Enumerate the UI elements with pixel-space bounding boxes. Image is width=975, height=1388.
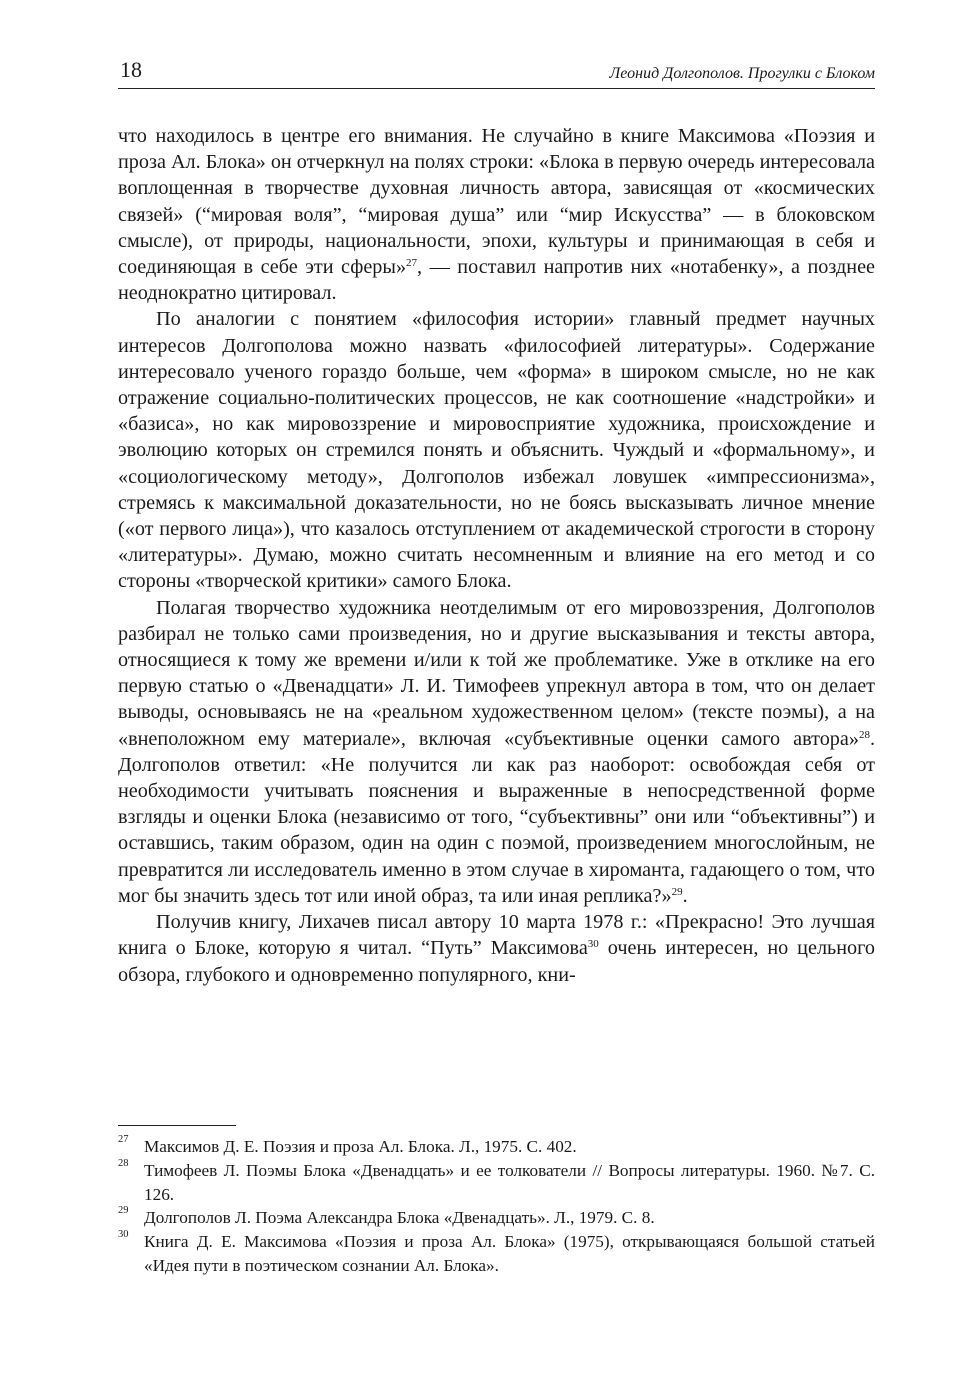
- footnote-ref[interactable]: 28: [858, 728, 870, 741]
- paragraph-text: .: [682, 884, 688, 907]
- footnote-text: Книга Д. Е. Максимова «Поэзия и проза Ал. Блока» (1975), открывающаяся большой статьей «Идея пути в поэтическом сознании Ал. Блока».: [144, 1232, 875, 1275]
- paragraph-4: [118, 909, 875, 988]
- footnote-text: Максимов Д. Е. Поэзия и проза Ал. Блока. Л., 1975. С. 402.: [144, 1137, 577, 1156]
- paragraph-text: Полагая творчество художника неотделимым от его мировоззрения, Долгополов разбирал не только сами произведения, но и другие высказывания и тексты автора, относящиеся к тому же времени и/или к той же проблематике. Уже в отклике на его первую статью о «Двенадцати» Л. И. Тимофеев упрекнул автора в том, что он делает выводы, основываясь не на «реальном художественном целом» (тексте поэмы), а на «внеположном ему материале», включая «субъективные оценки самого автора»: [118, 596, 875, 750]
- running-head: Леонид Долгополов. Прогулки с Блоком: [609, 65, 875, 82]
- paragraph-3: [118, 595, 875, 909]
- footnote-separator: [118, 1125, 236, 1126]
- paragraph-text: , — поставил напротив них «нотабенку», а позднее неоднократно цитировал.: [118, 256, 876, 305]
- footnote-text: Долгополов Л. Поэма Александра Блока «Двенадцать». Л., 1979. С. 8.: [144, 1208, 655, 1228]
- footnote-30: [118, 1230, 875, 1278]
- footnote-ref[interactable]: 29: [671, 885, 683, 898]
- paragraph-2: По аналогии с понятием «философия истории» главный предмет научных интересов Долгополова можно назвать «философией литературы». Содержание интересовало ученого гораздо больше, чем «форма» в широком смысле, но не как отражение социально-политических процессов, не как соотношение «надстройки» и «базиса», но как мировоззрение и мировосприятие художника, происхождение и эволюцию которых он стремился понять и объяснить. Чуждый и «формальному», и «социологическому методу», Долгополов избежал ловушек «импрессионизма», стремясь к максимальной доказательности, но не боясь высказывать личное мнение («от первого лица»), что казалось отступлением от академической строгости в сторону «литературы». Думаю, можно считать несомненным и влияние на его метод и со стороны «творческой критики» самого Блока.: [118, 308, 875, 593]
- footnote-ref[interactable]: 27: [406, 257, 418, 270]
- paragraph-text: что находилось в центре его внимания. Не случайно в книге Максимова «Поэзия и проза Ал. Блока» он отчеркнул на полях строки: «Блока в первую очередь интересовала воплощенная в творчестве духовная личность автора, зависящая от «космических связей» (“мировая воля”, “мировая душа” или “мир Искусства” — в блоковском смысле), от природы, национальности, эпохи, культуры и принимающая в себя и соединяющая в себе эти сферы»: [118, 125, 876, 279]
- page-header: [118, 56, 875, 89]
- footnote-mark: 29: [118, 1205, 129, 1217]
- footnote-29: [118, 1206, 875, 1230]
- footnote-mark: 30: [118, 1229, 129, 1241]
- footnote-mark: 27: [118, 1134, 129, 1145]
- footnotes: [118, 1135, 875, 1278]
- footnote-mark: 28: [118, 1157, 129, 1169]
- paragraph-1: [118, 123, 875, 306]
- footnote-text: Тимофеев Л. Поэмы Блока «Двенадцать» и ее толкователи // Вопросы литературы. 1960. №7. С. 126.: [144, 1160, 875, 1204]
- paragraph-text: очень интересен, но цельного обзора, глубокого и одновременно популярного, кни-: [118, 937, 875, 986]
- paragraph-text: . Долгополов ответил: «Не получится ли как раз наоборот: освобождая себя от необходимости учитывать пояснения и выраженные в непосредственной форме взгляды и оценки Блока (независимо от того, “субъективны” они или “объективны”) и оставшись, таким образом, один на один с поэмой, произведением многослойным, не превратится ли исследователь именно в этом случае в хироманта, гадающего о том, что мог бы значить здесь тот или иной образ, та или иная реплика?»: [118, 727, 875, 907]
- page-number: 18: [120, 57, 142, 82]
- footnote-28: [118, 1159, 875, 1207]
- paragraph-text: Получив книгу, Лихачев писал автору 10 марта 1978 г.: «Прекрасно! Это лучшая книга о Блоке, которую я читал. “Путь” Максимова: [118, 911, 875, 960]
- footnote-27: [118, 1135, 875, 1159]
- body-text: [118, 123, 875, 988]
- footnote-ref[interactable]: 30: [587, 938, 599, 951]
